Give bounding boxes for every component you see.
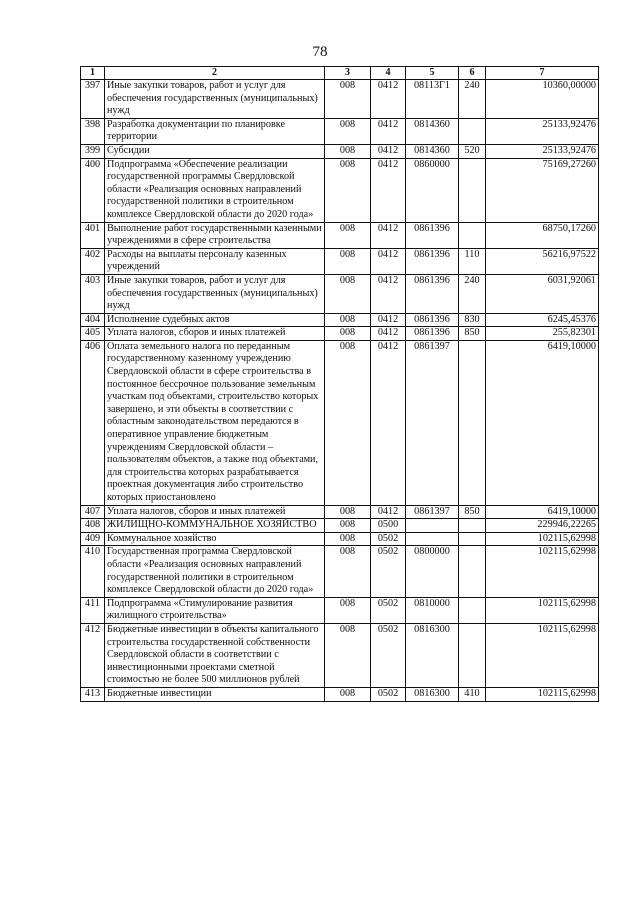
row-section-code: 0412 (371, 274, 406, 313)
budget-table (80, 66, 599, 702)
row-expense-type (459, 340, 486, 505)
row-name: Исполнение судебных актов (105, 313, 325, 327)
row-section-code: 0502 (371, 597, 406, 623)
row-name: Уплата налогов, сборов и иных платежей (105, 327, 325, 341)
row-number: 409 (81, 532, 105, 546)
row-expense-type: 520 (459, 144, 486, 158)
row-name: Уплата налогов, сборов и иных платежей (105, 505, 325, 519)
row-amount: 6031,92061 (486, 274, 599, 313)
row-target-code: 0860000 (406, 158, 459, 222)
header-cell: 3 (325, 67, 371, 80)
row-expense-type: 850 (459, 505, 486, 519)
row-ministry-code: 008 (325, 313, 371, 327)
row-section-code: 0412 (371, 340, 406, 505)
row-amount: 102115,62998 (486, 546, 599, 597)
row-number: 406 (81, 340, 105, 505)
row-target-code: 0861396 (406, 327, 459, 341)
row-expense-type: 110 (459, 248, 486, 274)
table-row (81, 532, 599, 546)
row-target-code: 0861396 (406, 248, 459, 274)
table-row (81, 118, 599, 144)
row-name: Субсидии (105, 144, 325, 158)
row-amount: 6245,45376 (486, 313, 599, 327)
table-row (81, 505, 599, 519)
row-ministry-code: 008 (325, 597, 371, 623)
table-row (81, 623, 599, 687)
row-number: 411 (81, 597, 105, 623)
row-amount: 6419,10000 (486, 340, 599, 505)
row-expense-type (459, 597, 486, 623)
row-expense-type: 240 (459, 274, 486, 313)
row-ministry-code: 008 (325, 274, 371, 313)
row-ministry-code: 008 (325, 519, 371, 533)
row-section-code: 0412 (371, 144, 406, 158)
row-name: Государственная программа Свердловской области «Реализация основных направлений государственной политики в строительном комплексе Свердловской области до 2020 года» (105, 546, 325, 597)
row-amount: 75169,27260 (486, 158, 599, 222)
row-ministry-code: 008 (325, 158, 371, 222)
row-section-code: 0412 (371, 248, 406, 274)
row-name: Разработка документации по планировке территории (105, 118, 325, 144)
header-cell: 4 (371, 67, 406, 80)
row-amount: 25133,92476 (486, 118, 599, 144)
row-expense-type (459, 546, 486, 597)
row-amount: 56216,97522 (486, 248, 599, 274)
row-expense-type: 410 (459, 687, 486, 701)
row-expense-type: 830 (459, 313, 486, 327)
row-name: Подпрограмма «Обеспечение реализации государственной программы Свердловской области «Реализация основных направлений государственной политики в строительном комплексе Свердловской области до 2020 года» (105, 158, 325, 222)
header-cell: 6 (459, 67, 486, 80)
row-number: 402 (81, 248, 105, 274)
row-section-code: 0500 (371, 519, 406, 533)
row-name: Выполнение работ государственными казенными учреждениями в сфере строительства (105, 222, 325, 248)
table-row (81, 340, 599, 505)
row-number: 398 (81, 118, 105, 144)
row-name: Бюджетные инвестиции в объекты капитального строительства государственной собственности Свердловской области в соответствии с инвестиционными проектами сметной стоимостью не более 500 миллионов рублей (105, 623, 325, 687)
row-section-code: 0412 (371, 158, 406, 222)
row-name: Бюджетные инвестиции (105, 687, 325, 701)
row-expense-type (459, 118, 486, 144)
row-amount: 10360,00000 (486, 80, 599, 119)
row-section-code: 0412 (371, 222, 406, 248)
row-number: 408 (81, 519, 105, 533)
table-row (81, 158, 599, 222)
table-row (81, 144, 599, 158)
table-row (81, 222, 599, 248)
row-section-code: 0502 (371, 532, 406, 546)
row-target-code: 0861396 (406, 222, 459, 248)
table-header-row (81, 67, 599, 80)
row-ministry-code: 008 (325, 80, 371, 119)
row-ministry-code: 008 (325, 623, 371, 687)
row-target-code: 0816300 (406, 687, 459, 701)
page-number: 78 (312, 44, 328, 60)
row-expense-type (459, 222, 486, 248)
row-amount: 102115,62998 (486, 623, 599, 687)
header-cell: 1 (81, 67, 105, 80)
row-section-code: 0412 (371, 505, 406, 519)
row-number: 400 (81, 158, 105, 222)
row-target-code: 0816300 (406, 623, 459, 687)
row-ministry-code: 008 (325, 340, 371, 505)
row-ministry-code: 008 (325, 144, 371, 158)
row-ministry-code: 008 (325, 118, 371, 144)
row-ministry-code: 008 (325, 546, 371, 597)
row-expense-type: 240 (459, 80, 486, 119)
row-section-code: 0502 (371, 623, 406, 687)
row-name: Подпрограмма «Стимулирование развития жилищного строительства» (105, 597, 325, 623)
table-row (81, 546, 599, 597)
row-ministry-code: 008 (325, 327, 371, 341)
table-row (81, 327, 599, 341)
row-number: 407 (81, 505, 105, 519)
row-target-code: 0814360 (406, 118, 459, 144)
row-amount: 68750,17260 (486, 222, 599, 248)
row-name: ЖИЛИЩНО-КОММУНАЛЬНОЕ ХОЗЯЙСТВО (105, 519, 325, 533)
row-expense-type (459, 519, 486, 533)
row-ministry-code: 008 (325, 687, 371, 701)
row-number: 403 (81, 274, 105, 313)
row-number: 401 (81, 222, 105, 248)
row-section-code: 0412 (371, 313, 406, 327)
row-number: 413 (81, 687, 105, 701)
row-target-code: 0861396 (406, 313, 459, 327)
row-expense-type: 850 (459, 327, 486, 341)
row-number: 397 (81, 80, 105, 119)
row-target-code: 0814360 (406, 144, 459, 158)
row-target-code (406, 519, 459, 533)
row-number: 410 (81, 546, 105, 597)
table-row (81, 519, 599, 533)
header-cell: 7 (486, 67, 599, 80)
row-section-code: 0412 (371, 80, 406, 119)
row-amount: 229946,22265 (486, 519, 599, 533)
row-ministry-code: 008 (325, 532, 371, 546)
table-row (81, 687, 599, 701)
row-ministry-code: 008 (325, 248, 371, 274)
row-ministry-code: 008 (325, 505, 371, 519)
row-target-code: 0800000 (406, 546, 459, 597)
row-section-code: 0412 (371, 118, 406, 144)
row-target-code: 0861397 (406, 340, 459, 505)
table-row (81, 313, 599, 327)
row-amount: 102115,62998 (486, 687, 599, 701)
row-section-code: 0502 (371, 687, 406, 701)
row-amount: 6419,10000 (486, 505, 599, 519)
header-cell: 5 (406, 67, 459, 80)
row-number: 399 (81, 144, 105, 158)
row-target-code: 0810000 (406, 597, 459, 623)
row-expense-type (459, 623, 486, 687)
row-amount: 25133,92476 (486, 144, 599, 158)
row-number: 404 (81, 313, 105, 327)
row-ministry-code: 008 (325, 222, 371, 248)
table-row (81, 274, 599, 313)
row-name: Оплата земельного налога по переданным государственному казенному учреждению Свердловской области в сфере строительства в постоянное бессрочное пользование земельным участкам под объектами, строительство которых завершено, и эти объекты в соответствии с областным законодательством передаются в оперативное управление бюджетным учреждениям Свердловской области – пользователям объектов, а также под объектами, для строительства которых разрабатывается проектная документация либо строительство которых приостановлено (105, 340, 325, 505)
row-target-code: 0861397 (406, 505, 459, 519)
row-number: 412 (81, 623, 105, 687)
row-section-code: 0502 (371, 546, 406, 597)
row-name: Иные закупки товаров, работ и услуг для обеспечения государственных (муниципальных) нужд (105, 80, 325, 119)
row-name: Расходы на выплаты персоналу казенных учреждений (105, 248, 325, 274)
row-amount: 255,82301 (486, 327, 599, 341)
row-target-code (406, 532, 459, 546)
row-name: Коммунальное хозяйство (105, 532, 325, 546)
row-expense-type (459, 158, 486, 222)
header-cell: 2 (105, 67, 325, 80)
row-number: 405 (81, 327, 105, 341)
row-amount: 102115,62998 (486, 597, 599, 623)
row-section-code: 0412 (371, 327, 406, 341)
row-name: Иные закупки товаров, работ и услуг для обеспечения государственных (муниципальных) нужд (105, 274, 325, 313)
row-amount: 102115,62998 (486, 532, 599, 546)
row-target-code: 0861396 (406, 274, 459, 313)
table-row (81, 248, 599, 274)
row-expense-type (459, 532, 486, 546)
table-row (81, 597, 599, 623)
row-target-code: 08113Г1 (406, 80, 459, 119)
table-row (81, 80, 599, 119)
